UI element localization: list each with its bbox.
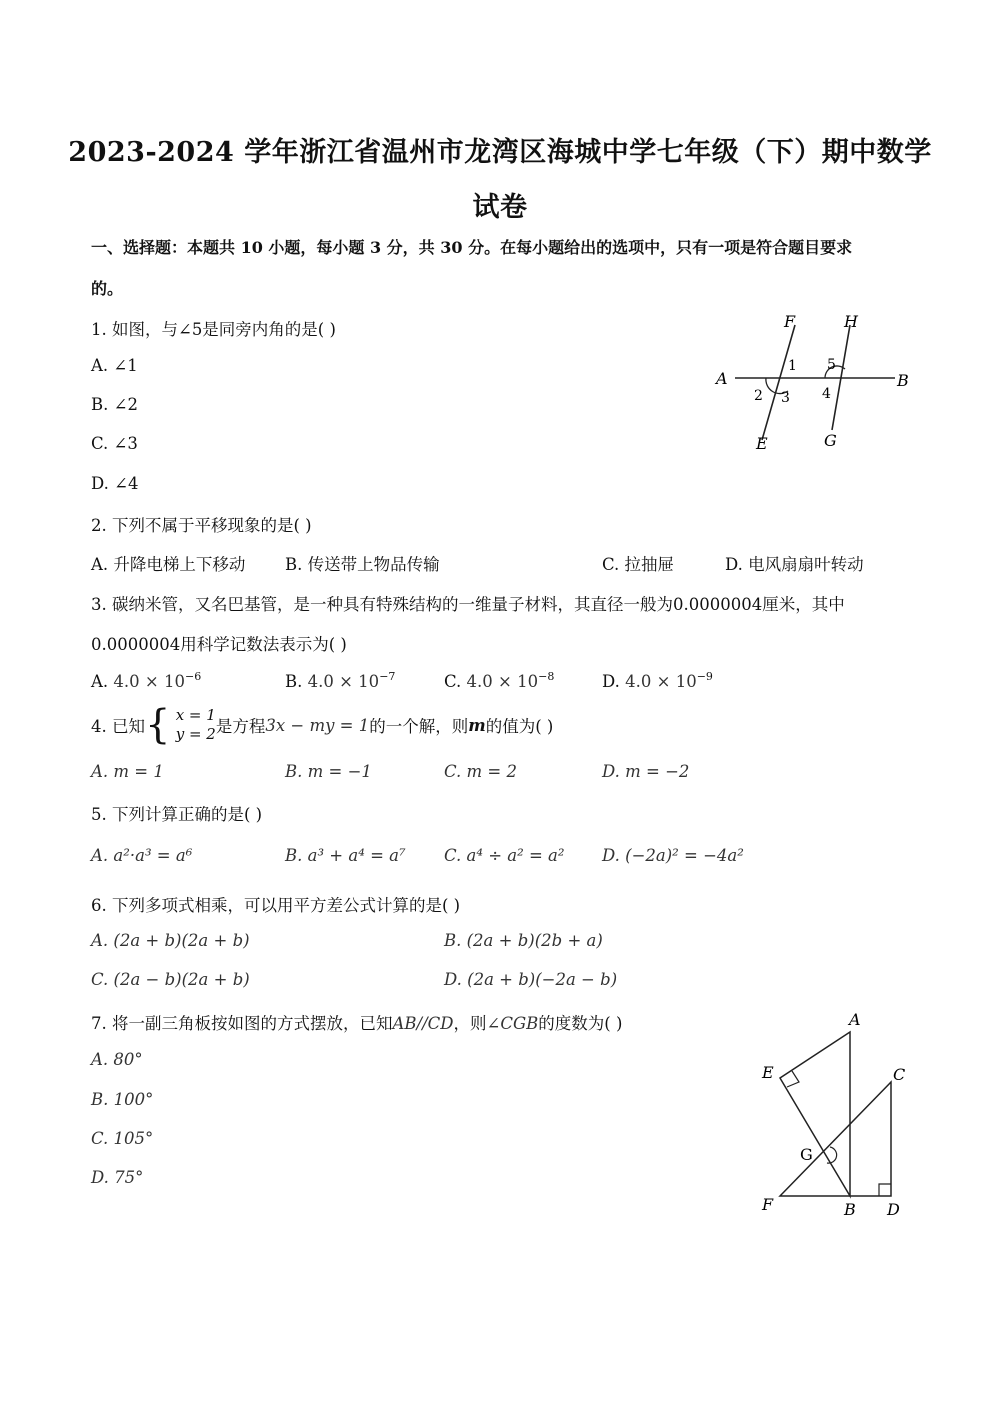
q2-option-c: C. 拉抽屉 [602,555,675,574]
right-angle-d [879,1184,891,1196]
label-4: 4 [822,386,831,402]
label-e: E [762,1063,774,1082]
label-3: 3 [781,390,790,406]
label-f: F [762,1195,774,1214]
q5-stem: 5. 下列计算正确的是( ) [91,805,263,824]
triangle-aeb [780,1032,850,1196]
label-a: A [849,1010,861,1029]
q3-option-a: A. $4.0 \times 10^{-6}$ [91,670,202,691]
q2-option-a: A. 升降电梯上下移动 [91,555,246,574]
q6-option-d: D. (2a + b)(−2a − b) [444,970,618,989]
q4-option-a: A. m = 1 [91,762,164,781]
q3-option-c: C. $4.0 \times 10^{-8}$ [444,670,555,691]
q5-option-a: A. a²·a³ = a⁶ [91,846,193,865]
q6-option-b: B. (2a + b)(2b + a) [444,931,603,950]
label-g: G [824,431,837,450]
q2-option-b: B. 传送带上物品传输 [285,555,440,574]
label-e: E [756,434,768,453]
label-1: 1 [788,358,797,374]
q1-option-a: A. ∠1 [91,356,138,375]
q4-option-c: C. m = 2 [444,762,517,781]
right-angle-e [787,1071,799,1087]
label-g: G [800,1145,813,1164]
label-a: A [716,369,728,388]
q2-option-d: D. 电风扇扇叶转动 [725,555,864,574]
q5-option-c: C. a⁴ ÷ a² = a² [444,846,565,865]
label-c: C [893,1065,906,1084]
q3-stem-line1: 3. 碳纳米管，又名巴基管，是一种具有特殊结构的一维量子材料，其直径一般为0.0000004厘米，其中 [91,595,845,614]
q7-option-d: D. 75° [91,1168,144,1187]
q3-option-d: D. $4.0 \times 10^{-9}$ [602,670,713,691]
label-d: D [887,1200,900,1219]
q7-option-a: A. 80° [91,1050,143,1069]
q6-stem: 6. 下列多项式相乘，可以用平方差公式计算的是( ) [91,896,461,915]
label-f: F [784,312,796,331]
q4-option-b: B. m = −1 [285,762,372,781]
q4-stem: 4. 已知 { x = 1 y = 2 是方程 3x − my = 1 的一个解，则 m 的值为( ) [91,702,554,748]
q3-stem-line2: 0.0000004用科学记数法表示为( ) [91,635,347,654]
q6-option-a: A. (2a + b)(2a + b) [91,931,250,950]
q7-option-b: B. 100° [91,1090,154,1109]
q4-option-d: D. m = −2 [602,762,690,781]
q7-stem: 7. 将一副三角板按如图的方式摆放，已知AB//CD，则∠CGB的度数为( ) [91,1014,623,1033]
q1-option-b: B. ∠2 [91,395,138,414]
section-heading: 一、选择题：本题共 10 小题，每小题 3 分，共 30 分。在每小题给出的选项中，只有一项是符合题目要求 [91,238,853,257]
label-h: H [844,312,858,331]
label-2: 2 [754,388,763,404]
q1-option-c: C. ∠3 [91,434,138,453]
q3-option-b: B. $4.0 \times 10^{-7}$ [285,670,396,691]
q1-figure [700,305,930,460]
exam-title-line2: 试卷 [472,192,528,223]
q7-figure [750,1005,930,1230]
q7-option-c: C. 105° [91,1129,154,1148]
q2-stem: 2. 下列不属于平移现象的是( ) [91,516,312,535]
line-ef [762,325,795,440]
label-b: B [897,371,909,390]
q1-stem: 1. 如图，与∠5是同旁内角的是( ) [91,320,336,339]
q1-option-d: D. ∠4 [91,474,139,493]
q5-option-d: D. (−2a)² = −4a² [602,846,744,865]
exam-title-line1: 2023-2024 学年浙江省温州市龙湾区海城中学七年级（下）期中数学 [68,137,932,168]
q6-option-c: C. (2a − b)(2a + b) [91,970,250,989]
label-5: 5 [827,357,836,373]
q5-option-b: B. a³ + a⁴ = a⁷ [285,846,406,865]
section-heading-cont: 的。 [91,279,124,298]
triangle-fcd [780,1082,891,1196]
equation-system: { x = 1 y = 2 [145,702,216,748]
label-b: B [844,1200,856,1219]
